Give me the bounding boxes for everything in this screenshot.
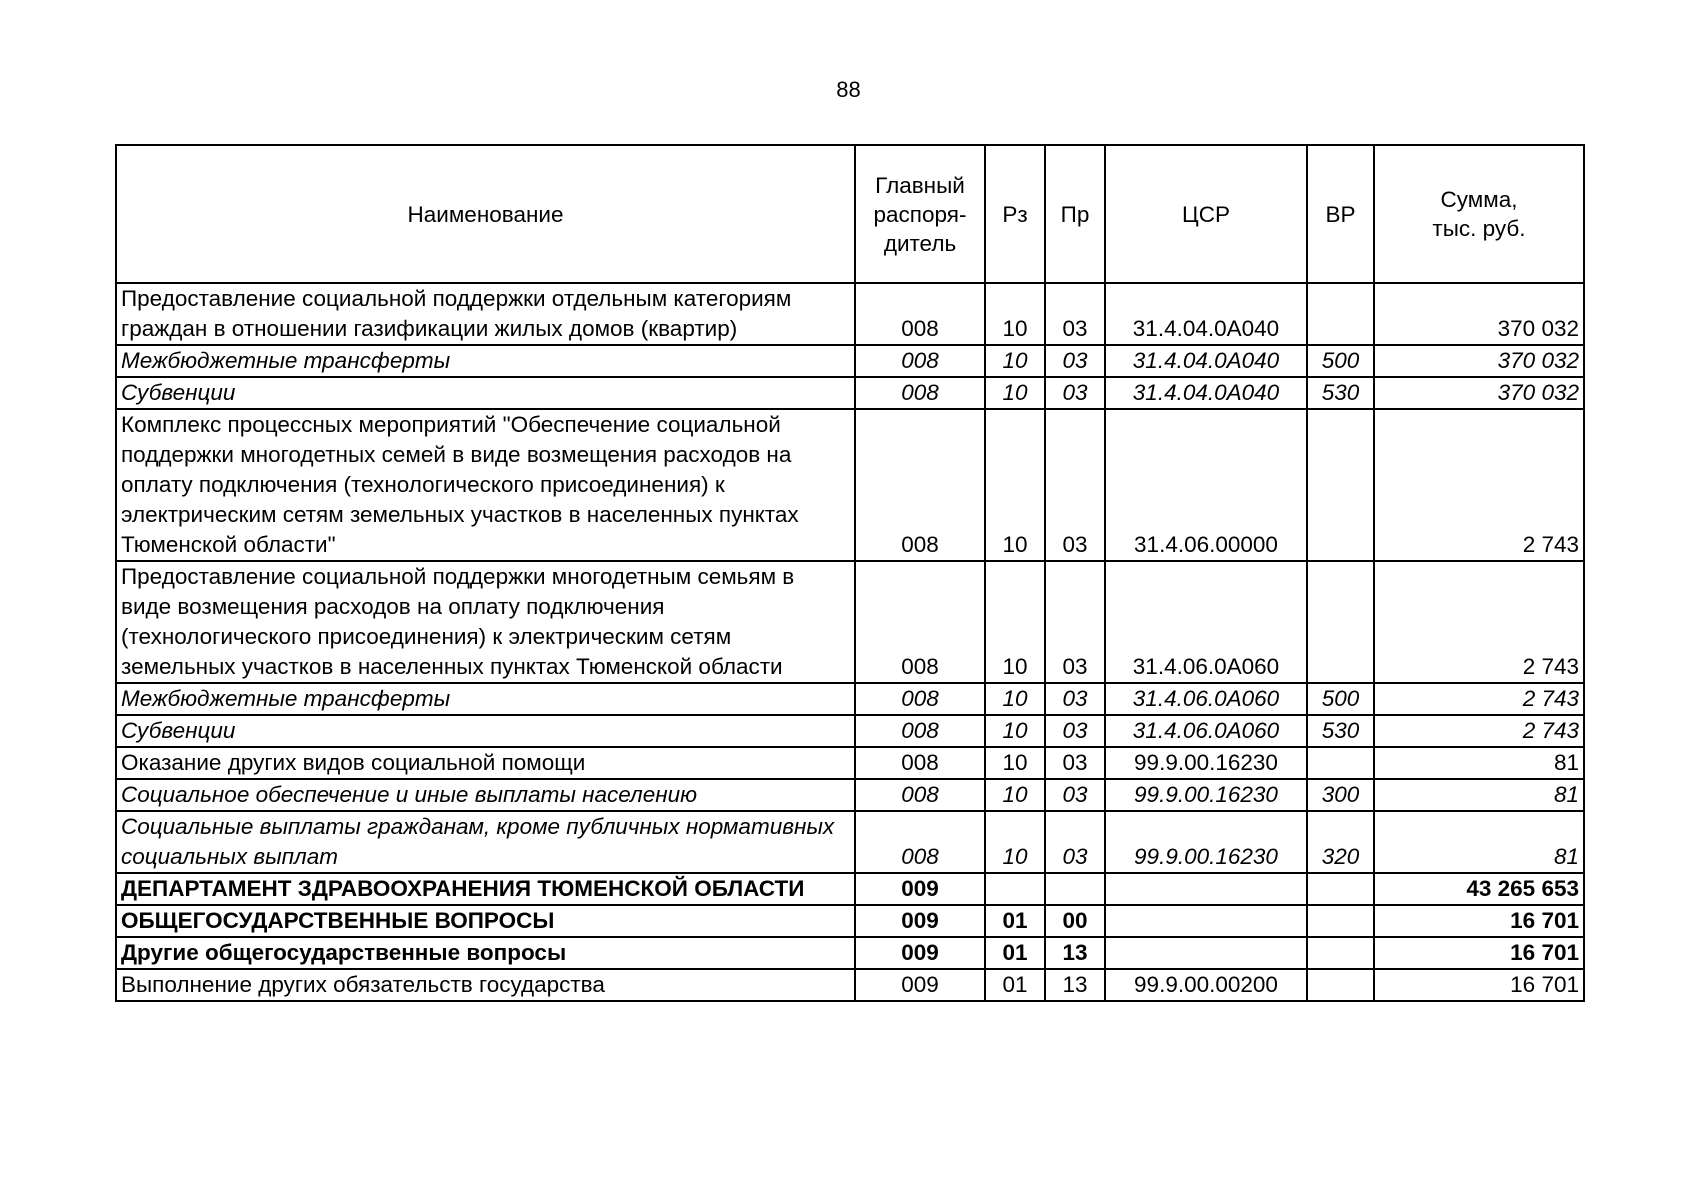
cell-subsection: 03 [1045,409,1105,561]
cell-name: Другие общегосударственные вопросы [116,937,855,969]
cell-subsection: 03 [1045,683,1105,715]
cell-expense-type: 300 [1307,779,1374,811]
cell-expense-type [1307,969,1374,1001]
cell-chief-manager: 008 [855,283,985,345]
cell-subsection: 03 [1045,283,1105,345]
cell-expense-type [1307,409,1374,561]
cell-target-article: 99.9.00.16230 [1105,779,1307,811]
cell-expense-type: 320 [1307,811,1374,873]
table-row [116,715,1584,747]
cell-target-article: 31.4.06.0А060 [1105,715,1307,747]
cell-amount: 2 743 [1374,409,1584,561]
cell-section: 10 [985,779,1045,811]
cell-expense-type [1307,283,1374,345]
cell-section: 10 [985,747,1045,779]
cell-subsection: 03 [1045,345,1105,377]
cell-section: 10 [985,345,1045,377]
cell-section: 01 [985,937,1045,969]
cell-subsection: 03 [1045,811,1105,873]
cell-amount: 81 [1374,747,1584,779]
cell-chief-manager: 009 [855,969,985,1001]
cell-target-article: 99.9.00.16230 [1105,811,1307,873]
cell-name: Социальное обеспечение и иные выплаты населению [116,779,855,811]
cell-amount: 81 [1374,811,1584,873]
table-row [116,683,1584,715]
cell-section: 10 [985,811,1045,873]
cell-target-article: 31.4.06.0А060 [1105,561,1307,683]
table-row [116,409,1584,561]
cell-chief-manager: 008 [855,811,985,873]
cell-name: Межбюджетные трансферты [116,683,855,715]
cell-section: 01 [985,969,1045,1001]
table-row [116,779,1584,811]
header-section: Рз [985,145,1045,283]
cell-chief-manager: 008 [855,561,985,683]
header-row [116,145,1584,283]
cell-chief-manager: 009 [855,937,985,969]
cell-target-article: 31.4.04.0А040 [1105,345,1307,377]
cell-section: 10 [985,283,1045,345]
cell-name: Предоставление социальной поддержки отдельным категориям граждан в отношении газификации жилых домов (квартир) [116,283,855,345]
cell-target-article: 31.4.06.00000 [1105,409,1307,561]
cell-amount: 2 743 [1374,715,1584,747]
cell-subsection: 03 [1045,715,1105,747]
cell-expense-type: 530 [1307,377,1374,409]
header-name: Наименование [116,145,855,283]
cell-amount: 370 032 [1374,283,1584,345]
cell-amount: 370 032 [1374,345,1584,377]
cell-target-article: 99.9.00.00200 [1105,969,1307,1001]
cell-expense-type: 530 [1307,715,1374,747]
cell-subsection: 03 [1045,747,1105,779]
header-expense-type: ВР [1307,145,1374,283]
cell-subsection: 13 [1045,937,1105,969]
cell-target-article: 31.4.04.0А040 [1105,283,1307,345]
cell-chief-manager: 009 [855,873,985,905]
cell-target-article: 99.9.00.16230 [1105,747,1307,779]
cell-chief-manager: 008 [855,377,985,409]
table-row [116,905,1584,937]
cell-name: Межбюджетные трансферты [116,345,855,377]
cell-subsection: 00 [1045,905,1105,937]
cell-name: Комплекс процессных мероприятий "Обеспечение социальной поддержки многодетных семей в виде возмещения расходов на оплату подключения (технологического присоединения) к электрическим сетям земельных участков в населенных пунктах Тюменской области" [116,409,855,561]
cell-name: Выполнение других обязательств государства [116,969,855,1001]
header-chief-manager: Главный распоря- дитель [855,145,985,283]
cell-amount: 43 265 653 [1374,873,1584,905]
cell-target-article [1105,873,1307,905]
page-number: 88 [836,77,861,102]
cell-subsection: 03 [1045,377,1105,409]
cell-target-article [1105,905,1307,937]
cell-target-article [1105,937,1307,969]
cell-chief-manager: 008 [855,779,985,811]
cell-amount: 16 701 [1374,937,1584,969]
cell-name: Субвенции [116,715,855,747]
cell-chief-manager: 008 [855,345,985,377]
cell-chief-manager: 008 [855,683,985,715]
cell-section: 01 [985,905,1045,937]
cell-section: 10 [985,683,1045,715]
cell-target-article: 31.4.04.0А040 [1105,377,1307,409]
cell-section: 10 [985,377,1045,409]
cell-amount: 2 743 [1374,561,1584,683]
header-target-article: ЦСР [1105,145,1307,283]
cell-chief-manager: 008 [855,715,985,747]
cell-expense-type [1307,937,1374,969]
table-body [116,283,1584,1001]
cell-amount: 16 701 [1374,905,1584,937]
cell-expense-type: 500 [1307,683,1374,715]
cell-name: ОБЩЕГОСУДАРСТВЕННЫЕ ВОПРОСЫ [116,905,855,937]
cell-subsection: 13 [1045,969,1105,1001]
cell-chief-manager: 008 [855,409,985,561]
table-row [116,377,1584,409]
cell-target-article: 31.4.06.0А060 [1105,683,1307,715]
cell-name: Субвенции [116,377,855,409]
cell-chief-manager: 008 [855,747,985,779]
cell-expense-type: 500 [1307,345,1374,377]
cell-name: Социальные выплаты гражданам, кроме публичных нормативных социальных выплат [116,811,855,873]
cell-section: 10 [985,715,1045,747]
cell-expense-type [1307,873,1374,905]
cell-name: ДЕПАРТАМЕНТ ЗДРАВООХРАНЕНИЯ ТЮМЕНСКОЙ ОБЛАСТИ [116,873,855,905]
cell-chief-manager: 009 [855,905,985,937]
cell-section: 10 [985,409,1045,561]
cell-name: Предоставление социальной поддержки многодетным семьям в виде возмещения расходов на оплату подключения (технологического присоединения) к электрическим сетям земельных участков в населенных пунктах Тюменской области [116,561,855,683]
table-row [116,873,1584,905]
cell-amount: 81 [1374,779,1584,811]
table-row [116,969,1584,1001]
cell-amount: 370 032 [1374,377,1584,409]
table-row [116,747,1584,779]
table-row [116,561,1584,683]
cell-subsection [1045,873,1105,905]
header-subsection: Пр [1045,145,1105,283]
cell-subsection: 03 [1045,779,1105,811]
cell-amount: 16 701 [1374,969,1584,1001]
cell-section: 10 [985,561,1045,683]
table-row [116,811,1584,873]
table-row [116,283,1584,345]
header-amount: Сумма, тыс. руб. [1374,145,1584,283]
budget-table [115,144,1585,1002]
cell-name: Оказание других видов социальной помощи [116,747,855,779]
cell-expense-type [1307,747,1374,779]
cell-subsection: 03 [1045,561,1105,683]
cell-amount: 2 743 [1374,683,1584,715]
cell-expense-type [1307,561,1374,683]
table-row [116,937,1584,969]
table-row [116,345,1584,377]
cell-section [985,873,1045,905]
cell-expense-type [1307,905,1374,937]
